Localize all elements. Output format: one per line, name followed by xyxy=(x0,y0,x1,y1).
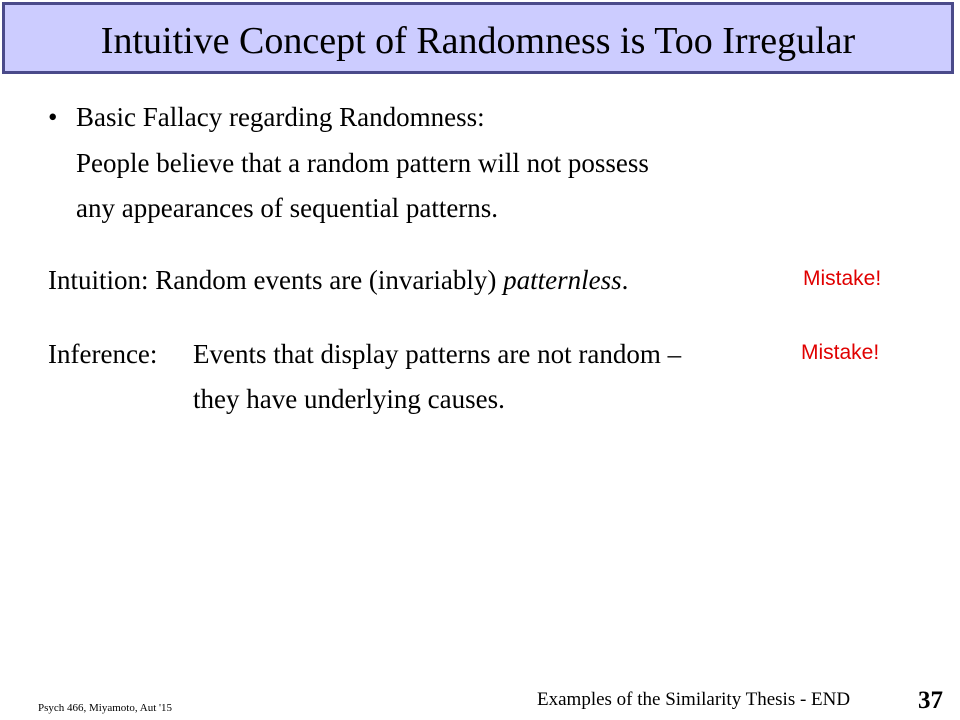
bullet-line-1: Basic Fallacy regarding Randomness: xyxy=(76,102,485,132)
bullet-marker: • xyxy=(48,102,58,132)
inference-line-2: they have underlying causes. xyxy=(193,384,505,414)
bullet-line-3: any appearances of sequential patterns. xyxy=(76,193,499,223)
intuition-period: . xyxy=(621,265,629,295)
intuition-statement xyxy=(48,263,628,297)
bullet-line-2: People believe that a random pattern will not possess xyxy=(76,148,649,178)
intuition-text: Random events are (invariably) xyxy=(155,265,497,295)
slide-title: Intuitive Concept of Randomness is Too Irregular xyxy=(100,20,856,62)
page-number: 37 xyxy=(918,687,943,714)
intuition-mistake-note: Mistake! xyxy=(803,267,882,290)
footer-course-info: Psych 466, Miyamoto, Aut '15 xyxy=(38,702,172,714)
inference-mistake-note: Mistake! xyxy=(801,341,880,364)
inference-line-1: Events that display patterns are not random – xyxy=(193,339,682,369)
inference-label: Inference: xyxy=(48,339,158,369)
intuition-emphasis: patternless xyxy=(503,265,622,295)
intuition-label: Intuition: xyxy=(48,265,149,295)
footer-section-title: Examples of the Similarity Thesis - END xyxy=(537,689,851,710)
title-banner xyxy=(2,2,954,74)
